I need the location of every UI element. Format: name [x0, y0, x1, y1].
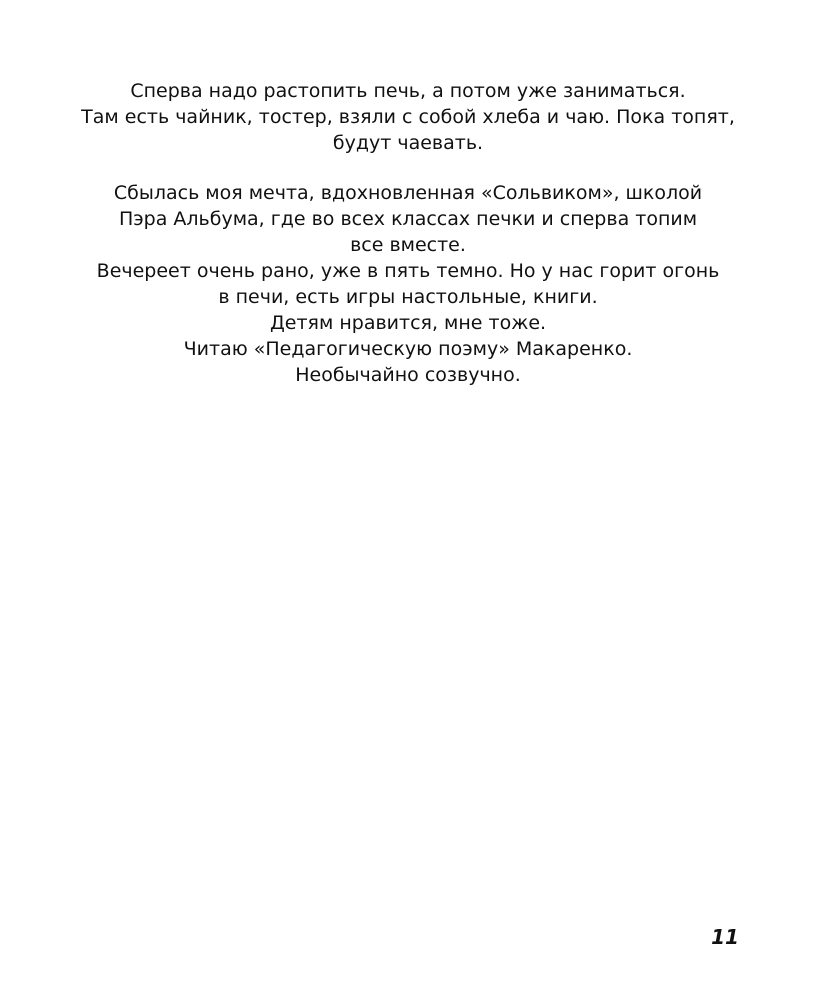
paragraph-stove — [60, 78, 756, 156]
text-line: Сбылась моя мечта, вдохновленная «Сольвиком», школой — [113, 182, 703, 204]
text-line: Детям нравится, мне тоже. — [269, 312, 547, 334]
text-line: будут чаевать. — [332, 132, 484, 154]
page-number: 11 — [711, 925, 739, 949]
text-line: Сперва надо растопить печь, а потом уже заниматься. — [130, 80, 686, 102]
text-line: Там есть чайник, тостер, взяли с собой хлеба и чаю. Пока топят, — [81, 106, 735, 128]
text-line: Необычайно созвучно. — [295, 364, 521, 386]
text-line: Пэра Альбума, где во всех классах печки и сперва топим — [118, 208, 698, 230]
text-line: в печи, есть игры настольные, книги. — [218, 286, 598, 308]
text-line: все вместе. — [350, 234, 466, 256]
paragraph-dream — [60, 180, 756, 388]
text-line: Вечереет очень рано, уже в пять темно. Но у нас горит огонь — [96, 260, 720, 282]
text-line: Читаю «Педагогическую поэму» Макаренко. — [183, 338, 633, 360]
